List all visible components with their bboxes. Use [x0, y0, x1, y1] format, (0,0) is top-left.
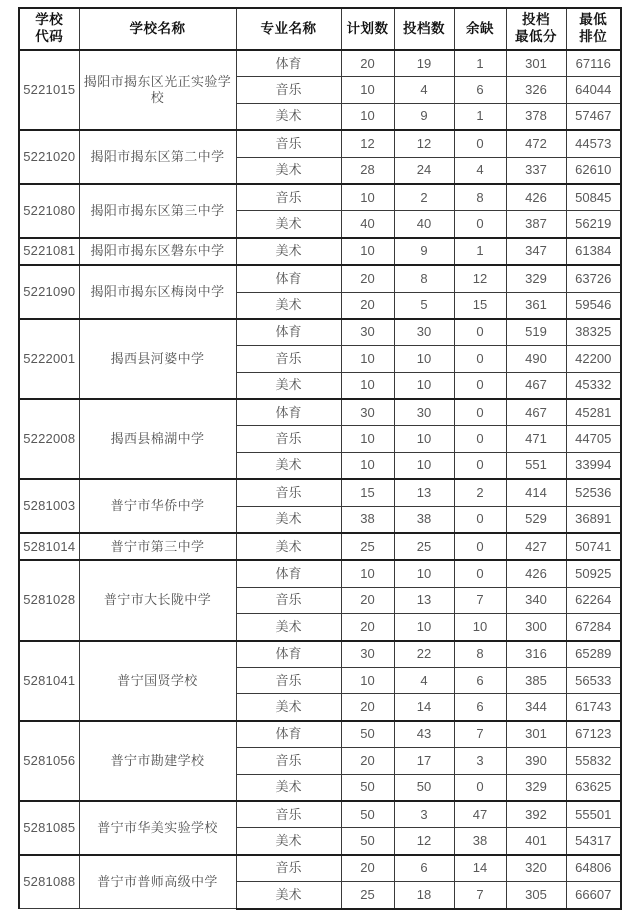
column-header-vacancy — [454, 8, 506, 50]
cell-admitted-count: 40 — [394, 211, 454, 238]
cell-min-score: 320 — [506, 855, 566, 882]
cell-admitted-count: 8 — [394, 265, 454, 292]
cell-min-rank: 56533 — [566, 667, 621, 693]
cell-vacancy: 14 — [454, 855, 506, 882]
cell-major-name: 体育 — [236, 641, 341, 668]
cell-vacancy: 0 — [454, 560, 506, 587]
cell-plan-count: 25 — [341, 533, 394, 560]
cell-vacancy: 38 — [454, 828, 506, 855]
cell-min-score: 471 — [506, 426, 566, 452]
cell-admitted-count: 9 — [394, 238, 454, 265]
cell-min-score: 305 — [506, 882, 566, 909]
cell-min-score: 301 — [506, 721, 566, 748]
cell-vacancy: 0 — [454, 399, 506, 426]
cell-admitted-count: 13 — [394, 587, 454, 613]
cell-min-rank: 55832 — [566, 748, 621, 774]
cell-school-name: 揭西县棉湖中学 — [79, 399, 236, 479]
cell-plan-count: 12 — [341, 130, 394, 157]
cell-admitted-count: 19 — [394, 50, 454, 77]
cell-admitted-count: 50 — [394, 774, 454, 801]
column-header-line: 计划数 — [346, 20, 389, 36]
cell-min-score: 385 — [506, 667, 566, 693]
column-header-school_name — [79, 8, 236, 50]
cell-vacancy: 8 — [454, 641, 506, 668]
cell-plan-count: 20 — [341, 50, 394, 77]
table-row[interactable] — [19, 801, 621, 828]
table-row[interactable] — [19, 130, 621, 157]
table-row[interactable] — [19, 238, 621, 265]
cell-min-rank: 67116 — [566, 50, 621, 77]
cell-min-score: 300 — [506, 614, 566, 641]
cell-school-name: 揭阳市揭东区光正实验学校 — [79, 50, 236, 130]
cell-admitted-count: 22 — [394, 641, 454, 668]
column-header-plan_count — [341, 8, 394, 50]
cell-min-score: 378 — [506, 103, 566, 130]
cell-min-score: 361 — [506, 292, 566, 319]
cell-admitted-count: 10 — [394, 426, 454, 452]
cell-admitted-count: 24 — [394, 157, 454, 184]
cell-vacancy: 3 — [454, 748, 506, 774]
table-row[interactable] — [19, 721, 621, 748]
cell-min-rank: 67284 — [566, 614, 621, 641]
cell-plan-count: 30 — [341, 641, 394, 668]
cell-admitted-count: 14 — [394, 694, 454, 721]
cell-min-rank: 45281 — [566, 399, 621, 426]
cell-school-name: 揭阳市揭东区梅岗中学 — [79, 265, 236, 319]
cell-min-score: 390 — [506, 748, 566, 774]
cell-min-score: 490 — [506, 346, 566, 372]
cell-min-score: 467 — [506, 399, 566, 426]
cell-major-name: 美术 — [236, 452, 341, 479]
cell-school-name: 揭阳市揭东区磐东中学 — [79, 238, 236, 265]
cell-min-rank: 62264 — [566, 587, 621, 613]
cell-min-score: 414 — [506, 479, 566, 506]
cell-plan-count: 10 — [341, 238, 394, 265]
cell-major-name: 音乐 — [236, 426, 341, 452]
cell-min-rank: 45332 — [566, 372, 621, 399]
cell-major-name: 美术 — [236, 238, 341, 265]
cell-vacancy: 6 — [454, 667, 506, 693]
cell-major-name: 美术 — [236, 506, 341, 533]
cell-school-name: 普宁市普师高级中学 — [79, 855, 236, 909]
cell-vacancy: 12 — [454, 265, 506, 292]
cell-min-score: 329 — [506, 774, 566, 801]
cell-major-name: 音乐 — [236, 748, 341, 774]
cell-vacancy: 0 — [454, 319, 506, 346]
table-header — [19, 8, 621, 50]
cell-school-code: 5281085 — [19, 801, 79, 855]
cell-admitted-count: 13 — [394, 479, 454, 506]
cell-vacancy: 7 — [454, 587, 506, 613]
cell-school-name: 普宁市第三中学 — [79, 533, 236, 560]
cell-major-name: 体育 — [236, 50, 341, 77]
cell-admitted-count: 17 — [394, 748, 454, 774]
cell-major-name: 体育 — [236, 319, 341, 346]
cell-admitted-count: 10 — [394, 560, 454, 587]
cell-vacancy: 0 — [454, 426, 506, 452]
cell-school-code: 5222001 — [19, 319, 79, 399]
column-header-major_name — [236, 8, 341, 50]
column-header-line: 最低分 — [515, 29, 557, 44]
cell-major-name: 美术 — [236, 828, 341, 855]
cell-min-rank: 54317 — [566, 828, 621, 855]
cell-major-name: 美术 — [236, 211, 341, 238]
cell-vacancy: 6 — [454, 694, 506, 721]
cell-vacancy: 8 — [454, 184, 506, 211]
cell-min-rank: 33994 — [566, 452, 621, 479]
cell-major-name: 体育 — [236, 721, 341, 748]
cell-school-name: 揭阳市揭东区第三中学 — [79, 184, 236, 238]
cell-vacancy: 7 — [454, 882, 506, 909]
table-row[interactable] — [19, 399, 621, 426]
cell-school-code: 5221080 — [19, 184, 79, 238]
cell-plan-count: 10 — [341, 103, 394, 130]
cell-min-rank: 52536 — [566, 479, 621, 506]
cell-vacancy: 0 — [454, 346, 506, 372]
cell-min-rank: 63625 — [566, 774, 621, 801]
cell-plan-count: 20 — [341, 292, 394, 319]
cell-admitted-count: 38 — [394, 506, 454, 533]
cell-plan-count: 20 — [341, 748, 394, 774]
cell-vacancy: 15 — [454, 292, 506, 319]
cell-school-name: 揭西县河婆中学 — [79, 319, 236, 399]
cell-vacancy: 7 — [454, 721, 506, 748]
cell-min-score: 427 — [506, 533, 566, 560]
cell-min-rank: 50741 — [566, 533, 621, 560]
table-row[interactable] — [19, 641, 621, 668]
cell-plan-count: 10 — [341, 452, 394, 479]
cell-school-name: 普宁市勘建学校 — [79, 721, 236, 801]
cell-school-code: 5222008 — [19, 399, 79, 479]
table-row[interactable] — [19, 184, 621, 211]
column-header-line: 投档 — [522, 12, 550, 28]
cell-admitted-count: 12 — [394, 130, 454, 157]
column-header-line: 专业名称 — [260, 20, 317, 36]
cell-school-code: 5281041 — [19, 641, 79, 721]
cell-school-name: 普宁市华侨中学 — [79, 479, 236, 533]
cell-admitted-count: 5 — [394, 292, 454, 319]
cell-min-score: 392 — [506, 801, 566, 828]
cell-admitted-count: 10 — [394, 452, 454, 479]
cell-plan-count: 28 — [341, 157, 394, 184]
cell-plan-count: 30 — [341, 399, 394, 426]
cell-plan-count: 50 — [341, 721, 394, 748]
cell-admitted-count: 4 — [394, 77, 454, 103]
cell-min-score: 426 — [506, 560, 566, 587]
cell-vacancy: 2 — [454, 479, 506, 506]
cell-school-code: 5221081 — [19, 238, 79, 265]
cell-major-name: 音乐 — [236, 855, 341, 882]
cell-major-name: 音乐 — [236, 130, 341, 157]
column-header-line: 最低 — [579, 12, 608, 28]
table-row[interactable] — [19, 479, 621, 506]
cell-admitted-count: 3 — [394, 801, 454, 828]
cell-plan-count: 10 — [341, 346, 394, 372]
column-header-min_score — [506, 8, 566, 50]
cell-vacancy: 0 — [454, 506, 506, 533]
column-header-line: 学校名称 — [129, 20, 186, 36]
cell-min-rank: 66607 — [566, 882, 621, 909]
cell-school-code: 5221020 — [19, 130, 79, 184]
cell-vacancy: 0 — [454, 211, 506, 238]
cell-admitted-count: 30 — [394, 319, 454, 346]
cell-admitted-count: 2 — [394, 184, 454, 211]
cell-school-code: 5281056 — [19, 721, 79, 801]
cell-plan-count: 10 — [341, 77, 394, 103]
cell-school-name: 普宁市华美实验学校 — [79, 801, 236, 855]
cell-min-rank: 62610 — [566, 157, 621, 184]
cell-vacancy: 4 — [454, 157, 506, 184]
cell-school-code: 5221015 — [19, 50, 79, 130]
cell-min-rank: 57467 — [566, 103, 621, 130]
cell-min-score: 316 — [506, 641, 566, 668]
cell-admitted-count: 43 — [394, 721, 454, 748]
cell-plan-count: 10 — [341, 560, 394, 587]
table-row[interactable] — [19, 560, 621, 587]
table-row[interactable] — [19, 533, 621, 560]
table-body — [19, 50, 621, 909]
cell-school-code: 5281088 — [19, 855, 79, 909]
cell-major-name: 音乐 — [236, 667, 341, 693]
cell-min-score: 519 — [506, 319, 566, 346]
cell-major-name: 音乐 — [236, 346, 341, 372]
cell-min-rank: 36891 — [566, 506, 621, 533]
cell-major-name: 美术 — [236, 774, 341, 801]
cell-min-rank: 56219 — [566, 211, 621, 238]
cell-vacancy: 1 — [454, 103, 506, 130]
cell-min-rank: 63726 — [566, 265, 621, 292]
cell-plan-count: 20 — [341, 265, 394, 292]
cell-vacancy: 0 — [454, 452, 506, 479]
cell-min-rank: 42200 — [566, 346, 621, 372]
cell-min-score: 387 — [506, 211, 566, 238]
cell-school-code: 5281028 — [19, 560, 79, 640]
cell-major-name: 音乐 — [236, 77, 341, 103]
cell-major-name: 体育 — [236, 399, 341, 426]
cell-vacancy: 47 — [454, 801, 506, 828]
cell-admitted-count: 30 — [394, 399, 454, 426]
cell-min-rank: 44705 — [566, 426, 621, 452]
cell-school-name: 揭阳市揭东区第二中学 — [79, 130, 236, 184]
cell-plan-count: 38 — [341, 506, 394, 533]
cell-vacancy: 0 — [454, 372, 506, 399]
cell-admitted-count: 4 — [394, 667, 454, 693]
cell-vacancy: 1 — [454, 238, 506, 265]
cell-major-name: 美术 — [236, 694, 341, 721]
cell-admitted-count: 10 — [394, 614, 454, 641]
cell-vacancy: 1 — [454, 50, 506, 77]
cell-major-name: 音乐 — [236, 184, 341, 211]
column-header-admitted_count — [394, 8, 454, 50]
table-row[interactable] — [19, 50, 621, 77]
cell-vacancy: 0 — [454, 774, 506, 801]
cell-admitted-count: 10 — [394, 346, 454, 372]
cell-plan-count: 10 — [341, 184, 394, 211]
cell-major-name: 美术 — [236, 103, 341, 130]
cell-min-rank: 50925 — [566, 560, 621, 587]
cell-plan-count: 40 — [341, 211, 394, 238]
cell-min-rank: 61384 — [566, 238, 621, 265]
cell-school-code: 5281003 — [19, 479, 79, 533]
cell-major-name: 美术 — [236, 882, 341, 909]
cell-plan-count: 30 — [341, 319, 394, 346]
cell-min-rank: 59546 — [566, 292, 621, 319]
cell-plan-count: 25 — [341, 882, 394, 909]
cell-admitted-count: 9 — [394, 103, 454, 130]
cell-min-score: 467 — [506, 372, 566, 399]
cell-major-name: 美术 — [236, 533, 341, 560]
table-row[interactable] — [19, 265, 621, 292]
cell-plan-count: 10 — [341, 372, 394, 399]
cell-major-name: 美术 — [236, 614, 341, 641]
cell-major-name: 体育 — [236, 560, 341, 587]
cell-admitted-count: 18 — [394, 882, 454, 909]
column-header-line: 投档数 — [403, 20, 445, 36]
cell-min-score: 337 — [506, 157, 566, 184]
cell-major-name: 音乐 — [236, 587, 341, 613]
cell-plan-count: 15 — [341, 479, 394, 506]
cell-min-score: 347 — [506, 238, 566, 265]
cell-min-score: 344 — [506, 694, 566, 721]
column-header-line: 代码 — [35, 29, 64, 44]
cell-plan-count: 20 — [341, 855, 394, 882]
cell-school-code: 5221090 — [19, 265, 79, 319]
cell-plan-count: 10 — [341, 426, 394, 452]
table-row[interactable] — [19, 319, 621, 346]
cell-admitted-count: 6 — [394, 855, 454, 882]
cell-min-rank: 38325 — [566, 319, 621, 346]
table-row[interactable] — [19, 855, 621, 882]
table-header-row — [19, 8, 621, 50]
cell-admitted-count: 12 — [394, 828, 454, 855]
cell-school-name: 普宁市大长陇中学 — [79, 560, 236, 640]
cell-plan-count: 10 — [341, 667, 394, 693]
cell-vacancy: 0 — [454, 130, 506, 157]
cell-major-name: 音乐 — [236, 479, 341, 506]
cell-plan-count: 50 — [341, 828, 394, 855]
column-header-min_rank — [566, 8, 621, 50]
admission-results-table — [18, 7, 622, 910]
cell-plan-count: 50 — [341, 801, 394, 828]
cell-school-code: 5281014 — [19, 533, 79, 560]
cell-vacancy: 10 — [454, 614, 506, 641]
cell-min-rank: 50845 — [566, 184, 621, 211]
cell-min-rank: 65289 — [566, 641, 621, 668]
cell-major-name: 体育 — [236, 265, 341, 292]
cell-min-score: 340 — [506, 587, 566, 613]
cell-min-score: 472 — [506, 130, 566, 157]
cell-min-score: 326 — [506, 77, 566, 103]
column-header-line: 排位 — [579, 29, 608, 44]
cell-min-score: 551 — [506, 452, 566, 479]
column-header-line: 余缺 — [466, 20, 494, 36]
cell-plan-count: 50 — [341, 774, 394, 801]
cell-major-name: 音乐 — [236, 801, 341, 828]
cell-major-name: 美术 — [236, 292, 341, 319]
cell-min-rank: 44573 — [566, 130, 621, 157]
cell-min-rank: 64044 — [566, 77, 621, 103]
cell-min-score: 529 — [506, 506, 566, 533]
cell-vacancy: 0 — [454, 533, 506, 560]
cell-min-rank: 61743 — [566, 694, 621, 721]
cell-min-rank: 64806 — [566, 855, 621, 882]
column-header-school_code — [19, 8, 79, 50]
cell-min-score: 329 — [506, 265, 566, 292]
cell-min-score: 401 — [506, 828, 566, 855]
cell-min-score: 426 — [506, 184, 566, 211]
cell-major-name: 美术 — [236, 372, 341, 399]
cell-major-name: 美术 — [236, 157, 341, 184]
cell-vacancy: 6 — [454, 77, 506, 103]
cell-admitted-count: 25 — [394, 533, 454, 560]
cell-plan-count: 20 — [341, 614, 394, 641]
cell-min-rank: 55501 — [566, 801, 621, 828]
column-header-line: 学校 — [35, 12, 64, 28]
cell-min-score: 301 — [506, 50, 566, 77]
cell-min-rank: 67123 — [566, 721, 621, 748]
cell-plan-count: 20 — [341, 587, 394, 613]
cell-school-name: 普宁国贤学校 — [79, 641, 236, 721]
cell-admitted-count: 10 — [394, 372, 454, 399]
cell-plan-count: 20 — [341, 694, 394, 721]
